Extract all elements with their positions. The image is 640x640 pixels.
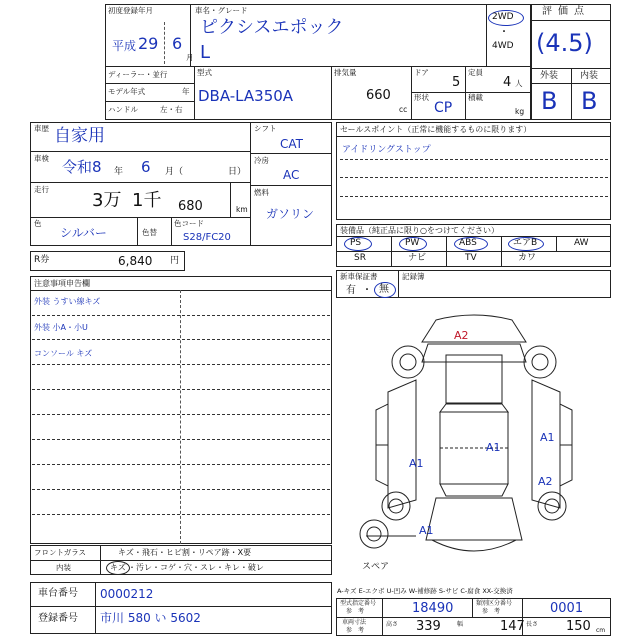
width-unit: cm <box>596 627 606 634</box>
width-dim-label: 長さ <box>526 621 539 628</box>
equip-airbag: エアB <box>513 238 538 248</box>
inspection-label: 車検 <box>34 154 49 163</box>
mileage-rest: 680 <box>178 199 203 214</box>
record-book-label: 記録簿 <box>402 272 425 281</box>
inspection-day-unit: 日） <box>228 167 247 177</box>
first-reg-month: 6 <box>172 34 183 53</box>
grade: L <box>200 42 211 63</box>
usage-label: 車歴 <box>34 124 49 133</box>
era-label: 平成 <box>112 39 137 53</box>
color-code: S28/FC20 <box>183 232 231 243</box>
dealer-label: ディーラー・並行 <box>108 70 168 79</box>
capacity-value: 4 <box>503 75 512 90</box>
warranty-have: 有 <box>346 285 356 296</box>
equip-pw: PW <box>405 238 420 248</box>
handle-options: 左・右 <box>160 105 183 114</box>
recycle-block <box>30 251 185 271</box>
inspection-year-unit: 年 <box>114 167 124 177</box>
equip-sr: SR <box>354 253 366 263</box>
damage-mark-roof: A1 <box>486 441 501 454</box>
eval-label: 評価点 <box>542 6 590 17</box>
model-year-label: モデル年式 <box>108 87 146 96</box>
interior-label: 内装 <box>580 71 599 81</box>
windshield-options: キズ・飛石・ヒビ割・リペア跡・X要 <box>118 548 252 557</box>
height-value: 339 <box>416 619 441 634</box>
inspection-month: 6 <box>141 158 151 176</box>
car-damage-diagram <box>336 300 611 575</box>
warranty-label: 新車保証書 <box>340 272 378 281</box>
handle-label: ハンドル <box>108 105 138 114</box>
equip-leather: カワ <box>518 253 537 263</box>
damage-mark-right-front: A1 <box>540 431 555 444</box>
load-unit: kg <box>515 107 525 116</box>
door-value: 5 <box>452 75 461 90</box>
damage-mark-left-rear: A1 <box>419 524 434 537</box>
displacement-unit: cc <box>399 105 408 114</box>
displacement-value: 660 <box>366 88 391 103</box>
width-value: 150 <box>566 619 591 634</box>
recycle-unit: 円 <box>170 256 180 266</box>
color-label: 色 <box>34 219 42 228</box>
damage-mark-right-rear: A2 <box>538 475 553 488</box>
first-reg-year: 29 <box>138 34 159 53</box>
warranty-sep: ・ <box>362 285 372 296</box>
first-reg-label: 初度登録年月 <box>108 6 153 15</box>
inspection-era: 令和8 <box>62 158 102 176</box>
drive-2wd: 2WD <box>492 12 514 22</box>
mileage-label: 走行 <box>34 185 49 194</box>
registration-label: 登録番号 <box>38 613 78 624</box>
displacement-label: 排気量 <box>334 68 357 77</box>
drive-4wd: 4WD <box>492 41 514 51</box>
car-grade-label: 車名・グレード <box>195 6 248 15</box>
door-label: ドア <box>414 68 429 77</box>
exterior-grade: B <box>541 87 558 115</box>
dimension-sub: 参 考 <box>346 627 365 634</box>
class-code-label: 類別区分番号 <box>476 600 513 607</box>
height-dim-label: 高さ <box>386 621 399 628</box>
shift-label: シフト <box>254 124 277 133</box>
chassis-value: 0000212 <box>100 587 154 601</box>
ac-label: 冷房 <box>254 156 269 165</box>
interior-cond-label: 内装 <box>56 563 71 572</box>
load-label: 積載 <box>468 93 483 102</box>
interior-circled: キズ <box>110 563 126 572</box>
class-code-sub: 参 考 <box>482 608 501 615</box>
damage-mark-left-side: A1 <box>409 457 424 470</box>
color-value: シルバー <box>60 226 107 240</box>
type-designation-label: 型式指定番号 <box>340 600 377 607</box>
capacity-unit: 人 <box>515 79 523 88</box>
car-name: ピクシスエポック <box>200 17 344 38</box>
equip-abs: ABS <box>459 238 477 248</box>
shape-value: CP <box>434 100 453 116</box>
exterior-label: 外装 <box>540 71 559 81</box>
drive-dot: ・ <box>499 27 509 38</box>
registration-value: 市川 580 い 5602 <box>100 611 201 625</box>
interior-grade: B <box>581 87 598 115</box>
type-designation-sub: 参 考 <box>346 608 365 615</box>
notes-label: 注意事項申告欄 <box>34 279 90 288</box>
sales-points-label: セールスポイント（正常に機能するものに限ります） <box>340 125 532 134</box>
windshield-label: フロントガラス <box>34 548 87 557</box>
model-label: 型式 <box>197 68 212 77</box>
mileage-man: 3万 <box>92 190 122 211</box>
recycle-label: R券 <box>34 255 50 265</box>
equip-aw: AW <box>574 238 589 248</box>
mileage-sen: 1千 <box>132 190 162 211</box>
equip-tv: TV <box>465 253 477 263</box>
length-dim-label: 幅 <box>457 621 464 628</box>
warranty-none: 無 <box>379 284 389 295</box>
note-item-2: 外装 小A・小U <box>34 323 88 332</box>
fuel-label: 燃料 <box>254 188 269 197</box>
dimension-label: 車両寸法 <box>342 619 367 626</box>
model-code: DBA-LA350A <box>198 87 294 105</box>
mileage-unit: km <box>236 205 248 214</box>
damage-mark-hood: A2 <box>454 329 469 342</box>
model-year-unit: 年 <box>182 87 190 96</box>
sales-point-item: アイドリングストップ <box>342 145 431 155</box>
shift-value: CAT <box>280 137 303 151</box>
note-item-1: 外装 うすい線キズ <box>34 297 101 306</box>
shape-label: 形状 <box>414 93 429 102</box>
equip-navi: ナビ <box>408 253 427 263</box>
notes-block <box>30 276 332 544</box>
damage-legend: A-キズ E-エクボ U-凹み W-補修跡 S-サビ C-腐食 XX-交換済 <box>337 587 513 595</box>
month-unit: 月 <box>186 53 194 62</box>
equip-ps: PS <box>350 238 362 248</box>
note-item-3: コンソール キズ <box>34 349 93 358</box>
interior-options: ・汚レ・コゲ・穴・スレ・キレ・破レ <box>128 563 264 572</box>
equipment-label: 装備品（純正品に限り○をつけてください） <box>340 226 499 235</box>
color-code-label: 色コード <box>174 219 204 228</box>
recycle-value: 6,840 <box>118 254 153 268</box>
color-change-label: 色替 <box>142 228 157 237</box>
ac-value: AC <box>283 168 300 182</box>
fuel-value: ガソリン <box>266 207 315 221</box>
spare-label: スペア <box>362 562 390 572</box>
chassis-label: 車台番号 <box>38 588 78 599</box>
capacity-label: 定員 <box>468 68 483 77</box>
class-code-value: 0001 <box>550 601 584 616</box>
length-value: 147 <box>500 619 525 634</box>
usage-value: 自家用 <box>54 126 105 146</box>
type-designation-value: 18490 <box>412 601 454 616</box>
inspection-month-unit: 月（ <box>165 167 184 177</box>
eval-score: (4.5) <box>536 29 593 57</box>
